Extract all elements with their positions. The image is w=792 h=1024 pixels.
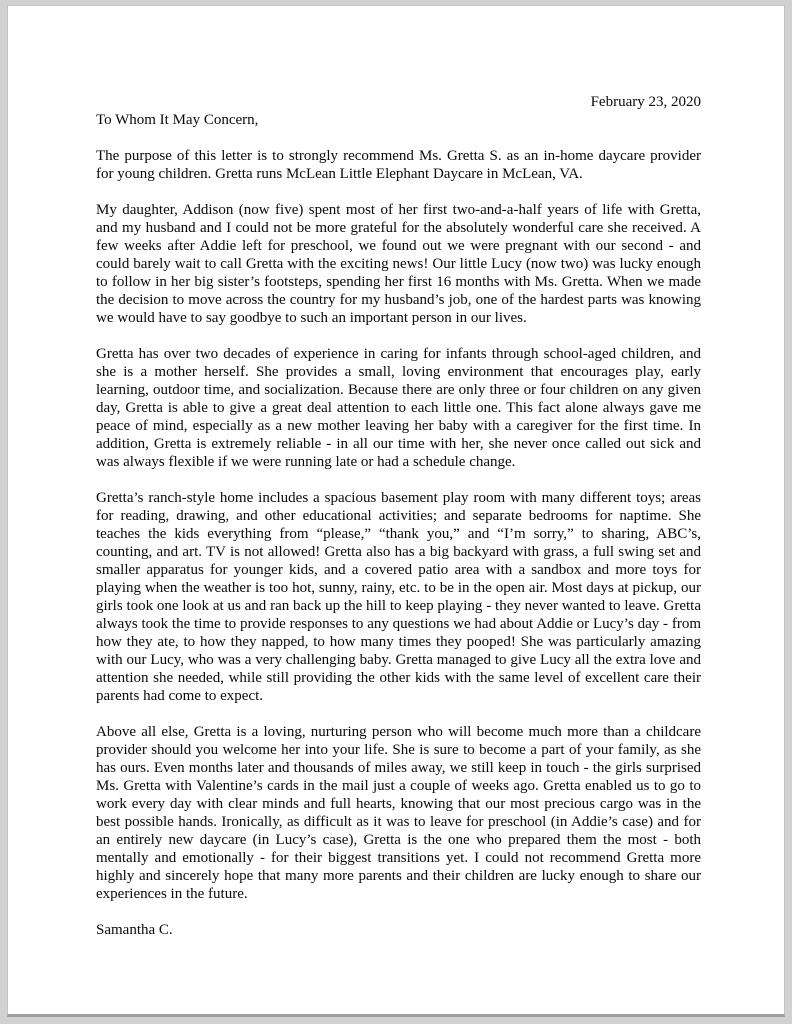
letter-paragraph-family-history: My daughter, Addison (now five) spent most of her first two-and-a-half years of life with Gretta, and my husband and I could not be more grateful for the absolutely wonderful care she received. A few weeks after Addie left for preschool, we found out we were pregnant with our second - and could barely wait to call Gretta with the exciting news! Our little Lucy (now two) was lucky enough to follow in her big sister’s footsteps, spending her first 16 months with Ms. Gretta. When we made the decision to move across the country for my husband’s job, one of the hardest parts was knowing we would have to say goodbye to such an important person in our lives.: [96, 202, 701, 326]
letter-date: February 23, 2020: [590, 94, 701, 110]
letter-signature: Samantha C.: [96, 922, 173, 938]
letter-paragraph-experience: Gretta has over two decades of experience in caring for infants through school-aged children, and she is a mother herself. She provides a small, loving environment that encourages play, early learning, outdoor time, and socialization. Because there are only three or four children on any given day, Gretta is able to give a great deal attention to each little one. This fact alone always gave me peace of mind, especially as a new mother leaving her baby with a caregiver for the first time. In addition, Gretta is extremely reliable - in all our time with her, she never once called out sick and was always flexible if we were running late or had a schedule change.: [96, 346, 701, 470]
letter-paragraph-closing: Above all else, Gretta is a loving, nurturing person who will become much more than a childcare provider should you welcome her into your life. She is sure to become a part of your family, as she has ours. Even months later and thousands of miles away, we still keep in touch - the girls surprised Ms. Gretta with Valentine’s cards in the mail just a couple of weeks ago. Gretta enabled us to go to work every day with clear minds and full hearts, knowing that our most precious cargo was in the best possible hands. Ironically, as difficult as it was to leave for preschool (in Addie’s case) and for an entirely new daycare (in Lucy’s case), Gretta is the one who prepared them the most - both mentally and emotionally - for their biggest transitions yet. I could not recommend Gretta more highly and sincerely hope that many more parents and their children are lucky enough to share our experiences in the future.: [96, 724, 701, 902]
letter-paragraph-intro: The purpose of this letter is to strongly recommend Ms. Gretta S. as an in-home daycare provider for young children. Gretta runs McLean Little Elephant Daycare in McLean, VA.: [96, 148, 701, 182]
letter-paragraph-home-description: Gretta’s ranch-style home includes a spacious basement play room with many different toys; areas for reading, drawing, and other educational activities; and separate bedrooms for naptime. She teaches the kids everything from “please,” “thank you,” and “I’m sorry,” to sharing, ABC’s, counting, and art. TV is not allowed! Gretta also has a big backyard with grass, a full swing set and smaller apparatus for younger kids, and a covered patio area with a sandbox and more toys for playing when the weather is too hot, sunny, rainy, etc. to be in the open air. Most days at pickup, our girls took one look at us and ran back up the hill to keep playing - they never wanted to leave. Gretta always took the time to provide responses to any questions we had about Addie or Lucy’s day - from how they ate, to how they napped, to how many times they pooped! She was particularly amazing with our Lucy, who was a very challenging baby. Gretta managed to give Lucy all the extra love and attention she needed, while still providing the other kids with the same level of excellent care their parents had come to expect.: [96, 490, 701, 704]
letter-content: [8, 6, 784, 939]
letter-page: [7, 5, 785, 1017]
letter-salutation: To Whom It May Concern,: [96, 112, 259, 128]
